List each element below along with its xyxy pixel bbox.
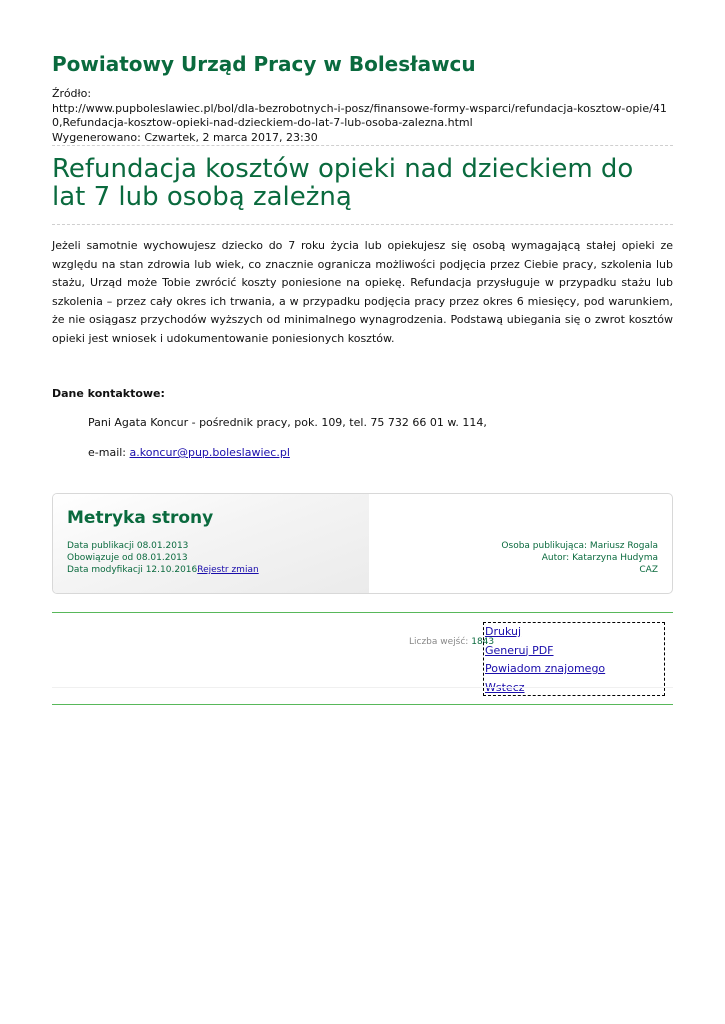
print-link[interactable]: Drukuj	[485, 625, 522, 638]
email-link[interactable]: a.koncur@pup.boleslawiec.pl	[129, 446, 290, 459]
back-link[interactable]: Wstecz	[485, 680, 525, 694]
actions-box	[483, 622, 665, 696]
published-date: Data publikacji 08.01.2013	[67, 541, 189, 551]
notify-friend-link[interactable]: Powiadom znajomego	[485, 662, 606, 675]
visits-count: 1843	[471, 637, 495, 647]
metrics-people	[501, 540, 658, 576]
divider-top	[52, 145, 673, 146]
department: CAZ	[639, 565, 658, 575]
site-title: Powiatowy Urząd Pracy w Bolesławcu	[52, 52, 476, 76]
contact-label: Dane kontaktowe:	[52, 387, 165, 400]
author: Autor: Katarzyna Hudyma	[541, 553, 658, 563]
metrics-dates	[67, 540, 259, 576]
modified-row	[67, 564, 259, 576]
valid-from-date: Obowiązuje od 08.01.2013	[67, 553, 188, 563]
metrics-title: Metryka strony	[67, 508, 214, 528]
generated-date: Wygenerowano: Czwartek, 2 marca 2017, 23:30	[52, 130, 318, 144]
modified-date: Data modyfikacji 12.10.2016	[67, 565, 198, 575]
email-prefix: e-mail:	[88, 446, 130, 459]
article-body: Jeżeli samotnie wychowujesz dziecko do 7 roku życia lub opiekujesz się osobą wymagającą stałej opieki ze względu na stan zdrowia lub wiek, co znacznie ogranicza możliwości podjęcia przez Ciebie pracy, szkolenia lub stażu, Urząd może Tobie zwrócić koszty poniesione na opiekę. Refundacja przysługuje w przypadku stażu lub szkolenia – przez cały okres ich trwania, a w przypadku podjęcia pracy przez okres 6 miesięcy, pod warunkiem, że nie osiągasz przychodów wyższych od minimalnego wynagrodzenia. Podstawą ubiegania się o zwrot kosztów opieki jest wniosek i udokumentowanie poniesionych kosztów.	[52, 239, 673, 345]
article-title: Refundacja kosztów opieki nad dzieckiem do lat 7 lub osobą zależną	[52, 154, 634, 212]
publisher: Osoba publikująca: Mariusz Rogala	[501, 541, 658, 551]
visits-label: Liczba wejść:	[409, 637, 472, 647]
metrics-box	[52, 493, 673, 594]
contact-person: Pani Agata Koncur - pośrednik pracy, pok. 109, tel. 75 732 66 01 w. 114,	[88, 416, 487, 429]
divider-title	[52, 224, 673, 225]
footer-line-top	[52, 612, 673, 613]
contact-email	[88, 446, 290, 459]
visit-counter	[409, 637, 494, 647]
source-label: Źródło:	[52, 87, 92, 100]
generate-pdf-link[interactable]: Generuj PDF	[485, 643, 554, 657]
source-url: http://www.pupboleslawiec.pl/bol/dla-bezrobotnych-i-posz/finansowe-formy-wsparci/refundacja-kosztow-opie/410,Refundacja-kosztow-opieki-nad-dzieckiem-do-lat-7-lub-osoba-zalezna.html	[52, 101, 667, 129]
changelog-link[interactable]: Rejestr zmian	[197, 565, 259, 575]
source-block	[52, 87, 677, 145]
footer-line-bottom	[52, 704, 673, 705]
footer-faint-line	[52, 687, 673, 688]
